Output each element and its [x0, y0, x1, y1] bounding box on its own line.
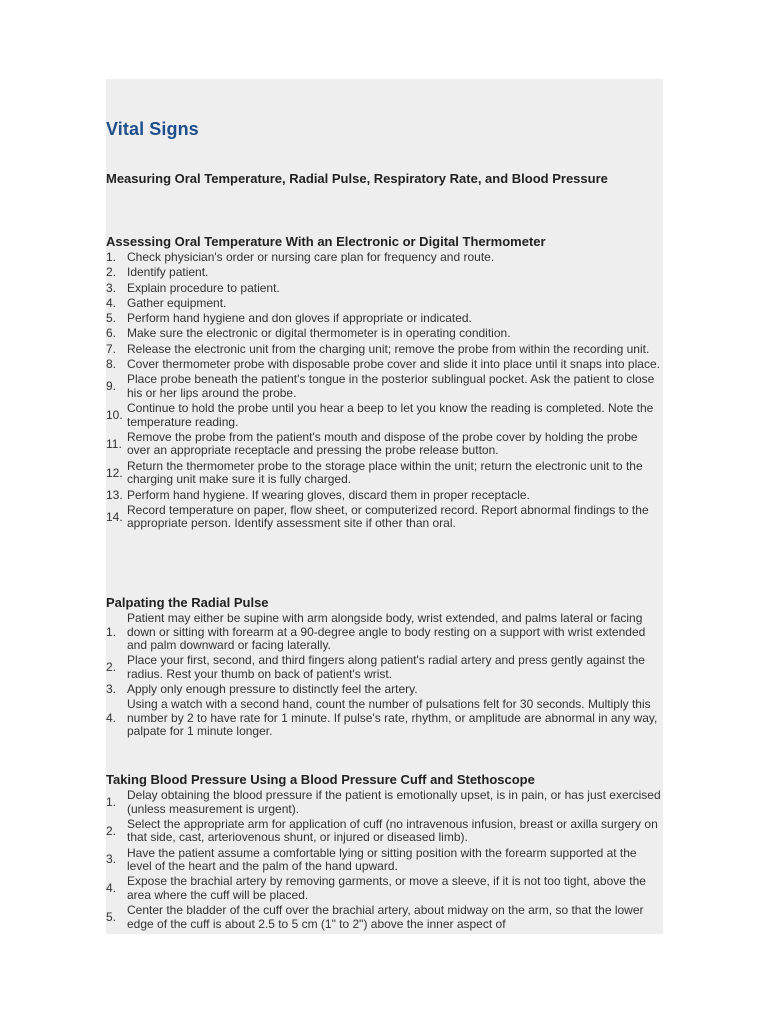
step-text: Gather equipment. — [127, 295, 227, 310]
section-radial-pulse — [106, 595, 662, 741]
step-number: 3. — [106, 682, 117, 697]
step-text: Identify patient. — [127, 265, 209, 280]
step-number: 12. — [106, 465, 123, 480]
step-number: 8. — [106, 357, 117, 372]
step-text: Remove the probe from the patient's mouth and dispose of the probe cover by holding the probe over an appropriate receptacle and pressing the probe release button. — [127, 429, 638, 458]
list-item — [106, 460, 662, 487]
step-text: Apply only enough pressure to distinctly feel the artery. — [127, 682, 418, 697]
list-item — [106, 373, 662, 400]
step-text: Return the thermometer probe to the storage place within the unit; return the electronic unit to the charging unit make sure it is fully charged. — [127, 458, 643, 487]
list-item — [106, 504, 662, 531]
step-text: Select the appropriate arm for application of cuff (no intravenous infusion, breast or axilla surgery on that side, cast, arteriovenous shunt, or injured or diseased limb). — [127, 816, 658, 845]
step-number: 2. — [106, 265, 117, 280]
step-text: Have the patient assume a comfortable lying or sitting position with the forearm supported at the level of the heart and the palm of the hand upward. — [127, 845, 637, 874]
list-item — [106, 297, 662, 311]
step-number: 4. — [106, 295, 117, 310]
list-item — [106, 847, 662, 874]
step-number: 1. — [106, 794, 117, 809]
list-item — [106, 789, 662, 816]
steps-list — [106, 612, 662, 739]
step-number: 5. — [106, 909, 117, 924]
step-number: 6. — [106, 326, 117, 341]
list-item — [106, 818, 662, 845]
step-number: 1. — [106, 250, 117, 264]
step-number: 2. — [106, 823, 117, 838]
list-item — [106, 683, 662, 697]
step-text: Place probe beneath the patient's tongue in the posterior sublingual pocket. Ask the patient to close his or her lips around the probe. — [127, 372, 655, 400]
section-oral-temperature — [106, 234, 662, 533]
list-item — [106, 312, 662, 326]
step-number: 1. — [106, 624, 117, 639]
step-number: 14. — [106, 509, 123, 524]
step-text: Delay obtaining the blood pressure if the patient is emotionally upset, is in pain, or has just exercised (unless measurement is urgent). — [127, 788, 661, 816]
step-number: 2. — [106, 660, 117, 675]
steps-list — [106, 251, 662, 531]
step-text: Continue to hold the probe until you hear a beep to let you know the reading is completed. Note the temperature reading. — [127, 401, 654, 429]
list-item — [106, 654, 662, 681]
list-item — [106, 266, 662, 280]
step-number: 13. — [106, 487, 123, 502]
step-text: Cover thermometer probe with disposable probe cover and slide it into place until it snaps into place. — [127, 357, 660, 372]
step-text: Perform hand hygiene and don gloves if appropriate or indicated. — [127, 311, 472, 326]
step-number: 11. — [106, 436, 122, 451]
step-number: 4. — [106, 710, 117, 725]
step-number: 4. — [106, 881, 117, 896]
step-number: 7. — [106, 341, 117, 356]
list-item — [106, 402, 662, 429]
step-text: Center the bladder of the cuff over the brachial artery, about midway on the arm, so that the lower edge of the cuff is about 2.5 to 5 cm (1" to 2") above the inner aspect of — [127, 903, 644, 931]
step-text: Check physician's order or nursing care plan for frequency and route. — [127, 250, 495, 264]
list-item — [106, 343, 662, 357]
step-number: 9. — [106, 379, 117, 394]
list-item — [106, 698, 662, 739]
section-heading: Taking Blood Pressure Using a Blood Pressure Cuff and Stethoscope — [106, 772, 535, 787]
step-text: Place your first, second, and third fingers along patient's radial artery and press gently against the radius. Rest your thumb on back of patient's wrist. — [127, 653, 645, 681]
step-number: 10. — [106, 407, 123, 422]
section-heading: Palpating the Radial Pulse — [106, 595, 269, 610]
list-item — [106, 327, 662, 341]
step-text: Expose the brachial artery by removing garments, or move a sleeve, if it is not too tight, above the area where the cuff will be placed. — [127, 874, 646, 902]
step-text: Patient may either be supine with arm alongside body, wrist extended, and palms lateral or facing down or sitting with forearm at a 90-degree angle to body resting on a support with wrist extended and palm downward or facing laterally. — [127, 611, 646, 652]
step-text: Record temperature on paper, flow sheet, or computerized record. Report abnormal findings to the appropriate person. Identify assessment site if other than oral. — [127, 502, 649, 531]
section-heading: Assessing Oral Temperature With an Electronic or Digital Thermometer — [106, 234, 546, 249]
document-subtitle: Measuring Oral Temperature, Radial Pulse, Respiratory Rate, and Blood Pressure — [106, 171, 608, 186]
list-item — [106, 431, 662, 458]
step-text: Make sure the electronic or digital thermometer is in operating condition. — [127, 326, 511, 341]
step-number: 5. — [106, 311, 117, 326]
list-item — [106, 489, 662, 503]
step-text: Explain procedure to patient. — [127, 280, 280, 295]
steps-list — [106, 789, 662, 931]
section-blood-pressure — [106, 772, 662, 933]
page-title: Vital Signs — [106, 119, 199, 139]
step-text: Release the electronic unit from the charging unit; remove the probe from within the recording unit. — [127, 341, 650, 356]
list-item — [106, 612, 662, 653]
list-item — [106, 251, 662, 265]
step-text: Using a watch with a second hand, count the number of pulsations felt for 30 seconds. Multiply this number by 2 to have rate for 1 minute. If pulse's rate, rhythm, or amplitude are abnormal in any way, palpate for 1 minute longer. — [127, 697, 658, 739]
list-item — [106, 904, 662, 931]
list-item — [106, 875, 662, 902]
list-item — [106, 358, 662, 372]
list-item — [106, 282, 662, 296]
document-page — [106, 79, 663, 934]
step-text: Perform hand hygiene. If wearing gloves, discard them in proper receptacle. — [127, 487, 530, 502]
step-number: 3. — [106, 280, 117, 295]
step-number: 3. — [106, 852, 117, 867]
